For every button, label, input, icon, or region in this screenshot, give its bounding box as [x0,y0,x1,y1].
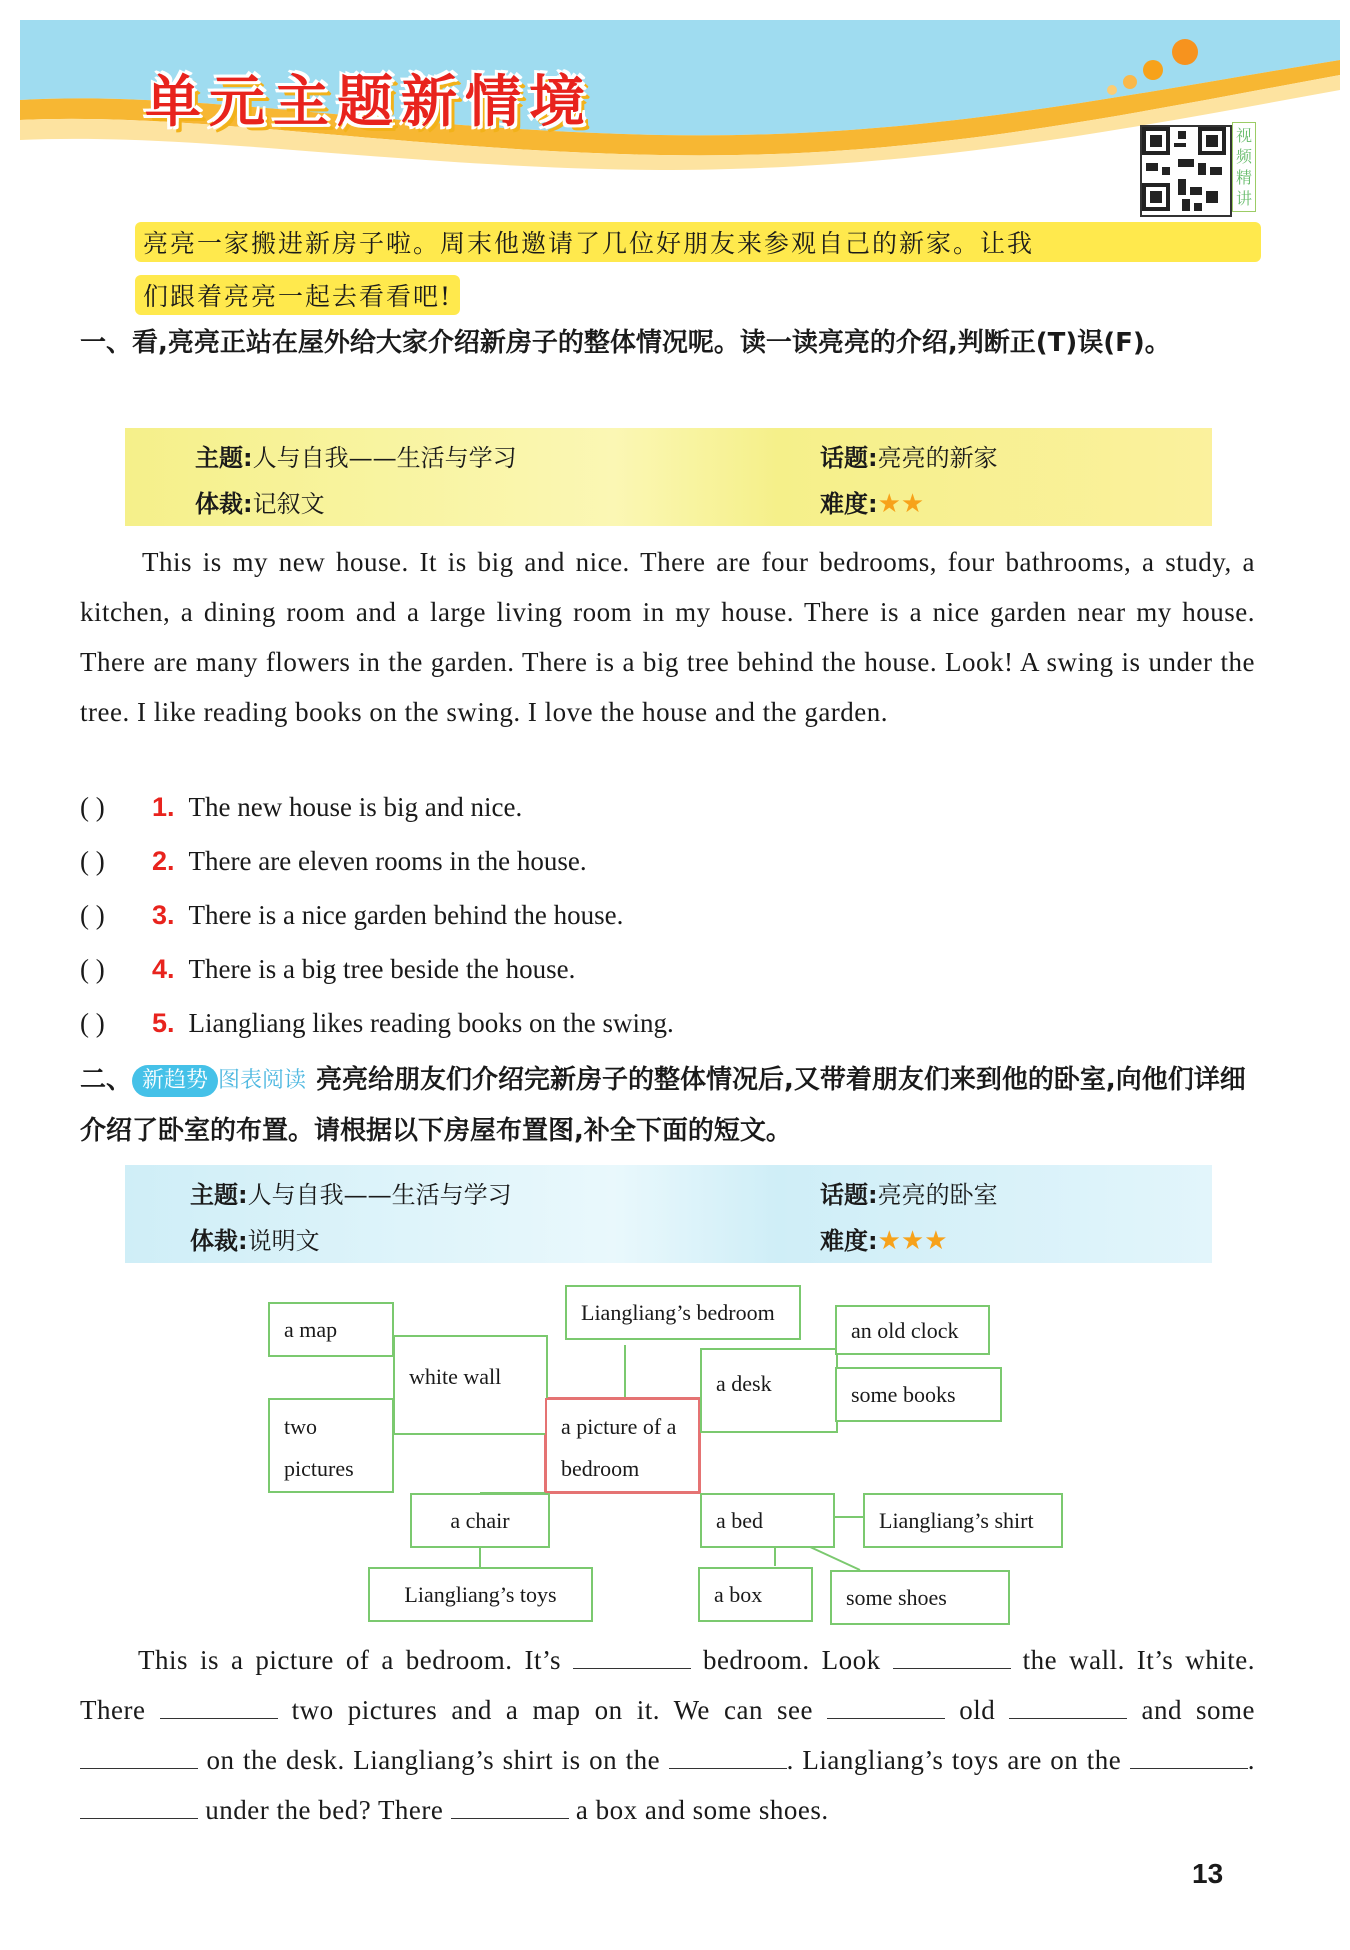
star-icon: ★ [900,489,925,519]
answer-blank[interactable] [573,1638,691,1669]
theme-label: 主题: [190,1181,248,1209]
node-map: a map [268,1302,394,1357]
passage-text: . Liangliang’s toys are on the [786,1745,1122,1775]
genre-label: 体裁: [190,1227,248,1255]
new-trend-tag: 新趋势 [132,1065,218,1097]
question-item-4 [80,954,575,994]
question-number: 4. [152,954,175,984]
node-shoes: some shoes [830,1570,1010,1625]
answer-blank[interactable] [1130,1738,1248,1769]
node-picture-of-bedroom: a picture of a bedroom [545,1398,700,1493]
question-text: Liangliang likes reading books on the swing. [188,1008,674,1038]
passage-text: old [959,1695,996,1725]
question-text: The new house is big and nice. [188,792,523,822]
difficulty-label: 难度: [820,490,878,518]
question-number: 1. [152,792,175,822]
answer-paren[interactable]: ( ) [80,1008,105,1038]
answer-blank[interactable] [1009,1688,1127,1719]
section2-instruction-text: 亮亮给朋友们介绍完新房子的整体情况后,又带着朋友们来到他的卧室,向他们详细介绍了卧室的布置。请根据以下房屋布置图,补全下面的短文。 [80,1065,1246,1146]
topic-label: 话题: [820,444,878,472]
node-chair: a chair [410,1493,550,1548]
question-number: 5. [152,1008,175,1038]
intro-line-1: 亮亮一家搬进新房子啦。周末他邀请了几位好朋友来参观自己的新家。让我 [135,222,1261,262]
section1-info-box [125,428,1212,526]
theme-label: 主题: [195,444,253,472]
passage-text: under the bed? There [205,1795,444,1825]
genre-value: 记叙文 [252,490,325,518]
answer-blank[interactable] [80,1788,198,1819]
star-icon: ★ [877,489,901,519]
genre-label: 体裁: [195,490,253,518]
answer-paren[interactable]: ( ) [80,954,105,984]
answer-blank[interactable] [669,1738,787,1769]
video-label: 视频精讲 [1232,122,1256,212]
passage-text: the wall. It’s white. There [80,1645,1256,1725]
difficulty-label: 难度: [820,1227,878,1255]
answer-blank[interactable] [827,1688,945,1719]
node-white-wall: white wall [393,1335,548,1435]
question-text: There is a big tree beside the house. [188,954,576,984]
node-two-pictures: two pictures [268,1398,394,1493]
topic-value: 亮亮的新家 [877,444,998,472]
node-toys: Liangliang’s toys [368,1567,593,1622]
chart-reading-tag: 图表阅读 [218,1067,307,1093]
question-item-3 [80,900,623,940]
intro-line-2: 们跟着亮亮一起去看看吧! [135,275,460,315]
passage-text: two pictures and a map on it. We can see [291,1695,814,1725]
passage-text: bedroom. Look [702,1645,881,1675]
answer-blank[interactable] [80,1738,198,1769]
star-icon: ★ [924,1226,948,1256]
qr-code-icon[interactable] [1140,125,1232,217]
theme-value: 人与自我——生活与学习 [247,1181,512,1209]
section1-instruction: 一、看,亮亮正站在屋外给大家介绍新房子的整体情况呢。读一读亮亮的介绍,判断正(T)误(F)。 [80,328,1171,358]
question-text: There are eleven rooms in the house. [188,846,587,876]
answer-blank[interactable] [893,1638,1011,1669]
node-bed: a bed [700,1493,835,1548]
topic-label: 话题: [820,1181,878,1209]
node-old-clock: an old clock [835,1305,990,1355]
passage-text: . [1247,1745,1256,1775]
question-item-1 [80,792,522,832]
star-icon: ★ [877,1226,901,1256]
node-some-books: some books [835,1367,1002,1422]
question-text: There is a nice garden behind the house. [188,900,624,930]
node-desk: a desk [700,1348,838,1433]
page-number: 13 [1192,1858,1224,1889]
answer-paren[interactable]: ( ) [80,900,105,930]
question-number: 3. [152,900,175,930]
page-title: 单元主题新情境 [145,69,593,135]
node-shirt: Liangliang’s shirt [863,1493,1063,1548]
answer-paren[interactable]: ( ) [80,846,105,876]
section2-info-box [125,1165,1212,1263]
passage-text: a box and some shoes. [575,1795,829,1825]
genre-value: 说明文 [247,1227,320,1255]
theme-value: 人与自我——生活与学习 [252,444,517,472]
section2-prefix: 二、 [80,1065,133,1095]
topic-value: 亮亮的卧室 [877,1181,998,1209]
bedroom-layout-diagram [260,1280,1080,1630]
fill-in-passage [80,1635,1255,1835]
answer-blank[interactable] [160,1688,278,1719]
passage-text: on the desk. Liangliang’s shirt is on the [206,1745,661,1775]
node-bedroom: Liangliang’s bedroom [565,1285,801,1340]
passage-text: and some [1141,1695,1256,1725]
answer-blank[interactable] [451,1788,569,1819]
reading-passage: This is my new house. It is big and nice. There are four bedrooms, four bathrooms, a study, a kitchen, a dining room and a large living room in my house. There is a nice garden near my house. There are many flowers in the garden. There is a big tree behind the house. Look! A swing is under the tree. I like reading books on the swing. I love the house and the garden. [80,547,1255,727]
answer-paren[interactable]: ( ) [80,792,105,822]
passage-text: This is a picture of a bedroom. It’s [138,1645,561,1675]
question-item-5 [80,1008,674,1048]
question-item-2 [80,846,587,886]
node-box: a box [698,1567,813,1622]
star-icon: ★ [900,1226,925,1256]
question-number: 2. [152,846,175,876]
section2-instruction [80,1055,1260,1156]
